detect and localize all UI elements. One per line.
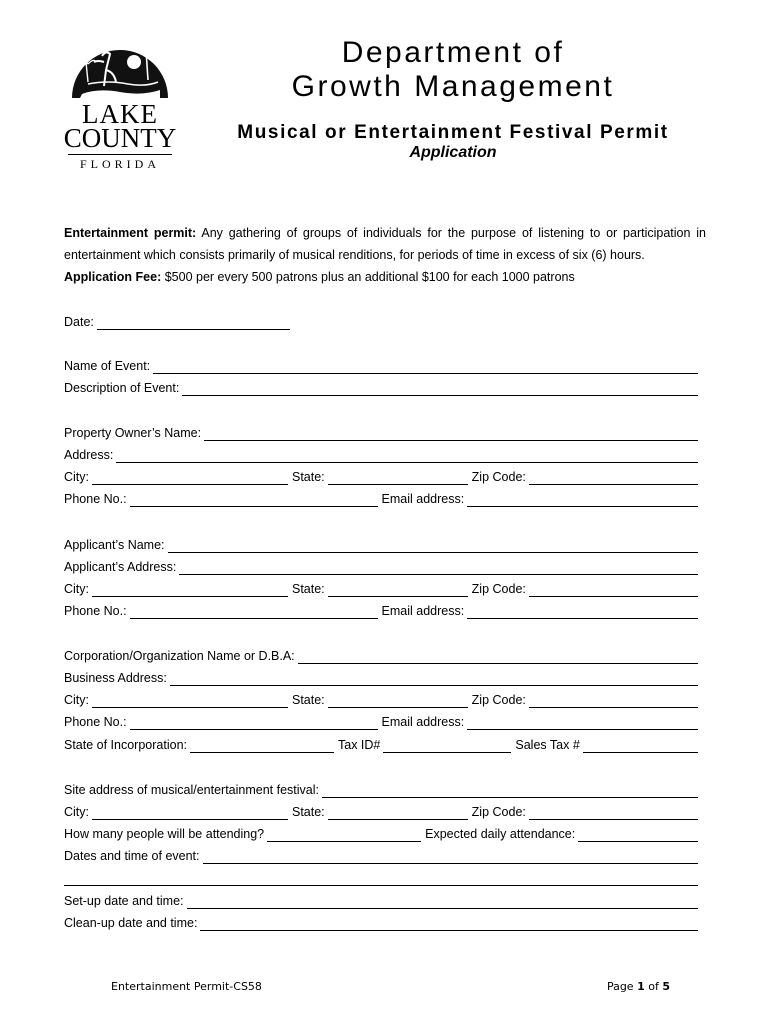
applicant-phone-row bbox=[64, 603, 698, 619]
corp-name-row bbox=[64, 648, 698, 664]
owner-address-field[interactable] bbox=[116, 450, 698, 463]
permit-definition bbox=[64, 222, 706, 266]
dates-time-row bbox=[64, 848, 698, 864]
date-label: Date: bbox=[64, 315, 94, 329]
site-city-field[interactable] bbox=[92, 807, 288, 820]
business-phone-field[interactable] bbox=[130, 717, 378, 730]
cleanup-field[interactable] bbox=[200, 918, 698, 931]
corp-name-field[interactable] bbox=[298, 651, 698, 664]
owner-zip-field[interactable] bbox=[529, 472, 698, 485]
applicant-address-label: Applicant’s Address: bbox=[64, 560, 177, 574]
business-phone-label: Phone No.: bbox=[64, 715, 127, 729]
logo-florida-text: FLORIDA bbox=[68, 154, 172, 171]
logo-lake-text: LAKE bbox=[82, 99, 158, 129]
applicant-phone-label: Phone No.: bbox=[64, 604, 127, 618]
dept-line-1: Department of bbox=[341, 36, 565, 69]
business-zip-field[interactable] bbox=[529, 695, 698, 708]
owner-address-label: Address: bbox=[64, 448, 114, 462]
applicant-city-label: City: bbox=[64, 582, 89, 596]
tax-id-label: Tax ID# bbox=[338, 738, 381, 752]
applicant-zip-field[interactable] bbox=[529, 584, 698, 597]
owner-phone-label: Phone No.: bbox=[64, 492, 127, 506]
attendance-row bbox=[64, 826, 698, 842]
owner-state-field[interactable] bbox=[328, 472, 468, 485]
owner-phone-row bbox=[64, 491, 698, 507]
applicant-name-row bbox=[64, 537, 698, 553]
business-address-label: Business Address: bbox=[64, 671, 167, 685]
applicant-name-field[interactable] bbox=[168, 540, 698, 553]
daily-attendance-field[interactable] bbox=[578, 829, 698, 842]
page-of: of bbox=[644, 980, 663, 993]
owner-email-label: Email address: bbox=[381, 492, 465, 506]
form-id: Entertainment Permit-CS58 bbox=[111, 980, 262, 993]
business-zip-label: Zip Code: bbox=[471, 693, 526, 707]
site-address-label: Site address of musical/entertainment festival: bbox=[64, 783, 319, 797]
page-number bbox=[607, 980, 670, 993]
owner-name-field[interactable] bbox=[204, 428, 698, 441]
owner-name-label: Property Owner’s Name: bbox=[64, 426, 202, 440]
permit-subtitle: Application bbox=[409, 144, 497, 161]
owner-city-row bbox=[64, 469, 698, 485]
event-name-field[interactable] bbox=[153, 361, 698, 374]
applicant-name-label: Applicant’s Name: bbox=[64, 538, 165, 552]
definition-label: Entertainment permit: bbox=[64, 226, 197, 240]
applicant-phone-field[interactable] bbox=[130, 606, 378, 619]
date-field[interactable] bbox=[97, 317, 290, 330]
state-inc-field[interactable] bbox=[190, 740, 334, 753]
event-description-field[interactable] bbox=[182, 383, 698, 396]
business-email-label: Email address: bbox=[381, 715, 465, 729]
applicant-address-field[interactable] bbox=[179, 562, 698, 575]
owner-name-row bbox=[64, 425, 698, 441]
setup-label: Set-up date and time: bbox=[64, 894, 184, 908]
attending-field[interactable] bbox=[267, 829, 421, 842]
state-inc-label: State of Incorporation: bbox=[64, 738, 187, 752]
page-total: 5 bbox=[662, 980, 670, 993]
date-row bbox=[64, 314, 290, 330]
dates-time-label: Dates and time of event: bbox=[64, 849, 200, 863]
logo-emblem-icon bbox=[68, 32, 172, 98]
applicant-city-row bbox=[64, 581, 698, 597]
business-address-field[interactable] bbox=[170, 673, 698, 686]
applicant-email-label: Email address: bbox=[381, 604, 465, 618]
site-state-label: State: bbox=[292, 805, 325, 819]
event-name-row bbox=[64, 358, 698, 374]
attending-label: How many people will be attending? bbox=[64, 827, 265, 841]
event-description-label: Description of Event: bbox=[64, 381, 180, 395]
cleanup-row bbox=[64, 915, 698, 931]
applicant-city-field[interactable] bbox=[92, 584, 288, 597]
logo-county-text: COUNTY bbox=[63, 123, 177, 153]
applicant-state-field[interactable] bbox=[328, 584, 468, 597]
setup-field[interactable] bbox=[187, 896, 698, 909]
definition-text: Any gathering of groups of individuals for the purpose of listening to or participation in entertainment which consists primarily of musical renditions, for periods of time in excess of six (6) hours. bbox=[64, 226, 706, 262]
event-name-label: Name of Event: bbox=[64, 359, 151, 373]
business-state-label: State: bbox=[292, 693, 325, 707]
applicant-state-label: State: bbox=[292, 582, 325, 596]
application-fee bbox=[64, 266, 706, 288]
intro-section bbox=[64, 222, 706, 288]
site-zip-field[interactable] bbox=[529, 807, 698, 820]
site-zip-label: Zip Code: bbox=[471, 805, 526, 819]
owner-state-label: State: bbox=[292, 470, 325, 484]
applicant-email-field[interactable] bbox=[467, 606, 698, 619]
site-city-row bbox=[64, 804, 698, 820]
business-address-row bbox=[64, 670, 698, 686]
page-current: 1 bbox=[637, 980, 645, 993]
setup-row bbox=[64, 893, 698, 909]
cleanup-label: Clean-up date and time: bbox=[64, 916, 198, 930]
dates-time-extra-line[interactable] bbox=[64, 885, 698, 886]
site-state-field[interactable] bbox=[328, 807, 468, 820]
owner-phone-field[interactable] bbox=[130, 494, 378, 507]
site-address-field[interactable] bbox=[322, 785, 698, 798]
tax-id-field[interactable] bbox=[383, 740, 511, 753]
dates-time-field[interactable] bbox=[203, 851, 699, 864]
owner-email-field[interactable] bbox=[467, 494, 698, 507]
applicant-address-row bbox=[64, 559, 698, 575]
fee-text: $500 per every 500 patrons plus an additional $100 for each 1000 patrons bbox=[161, 270, 575, 284]
business-email-field[interactable] bbox=[467, 717, 698, 730]
business-state-field[interactable] bbox=[328, 695, 468, 708]
owner-address-row bbox=[64, 447, 698, 463]
applicant-zip-label: Zip Code: bbox=[471, 582, 526, 596]
owner-zip-label: Zip Code: bbox=[471, 470, 526, 484]
page-prefix: Page bbox=[606, 980, 638, 993]
permit-title: Musical or Entertainment Festival Permit bbox=[237, 122, 669, 143]
business-city-row bbox=[64, 692, 698, 708]
corp-name-label: Corporation/Organization Name or D.B.A: bbox=[64, 649, 295, 663]
sales-tax-field[interactable] bbox=[583, 740, 698, 753]
event-description-row bbox=[64, 380, 698, 396]
fee-label: Application Fee: bbox=[64, 270, 162, 284]
daily-attendance-label: Expected daily attendance: bbox=[425, 827, 576, 841]
owner-city-label: City: bbox=[64, 470, 89, 484]
dept-line-2: Growth Management bbox=[291, 70, 615, 103]
county-logo bbox=[50, 32, 190, 171]
incorporation-row bbox=[64, 737, 698, 753]
site-address-row bbox=[64, 782, 698, 798]
business-city-label: City: bbox=[64, 693, 89, 707]
business-city-field[interactable] bbox=[92, 695, 288, 708]
owner-city-field[interactable] bbox=[92, 472, 288, 485]
sales-tax-label: Sales Tax # bbox=[515, 738, 580, 752]
site-city-label: City: bbox=[64, 805, 89, 819]
business-phone-row bbox=[64, 714, 698, 730]
department-title bbox=[200, 36, 706, 104]
